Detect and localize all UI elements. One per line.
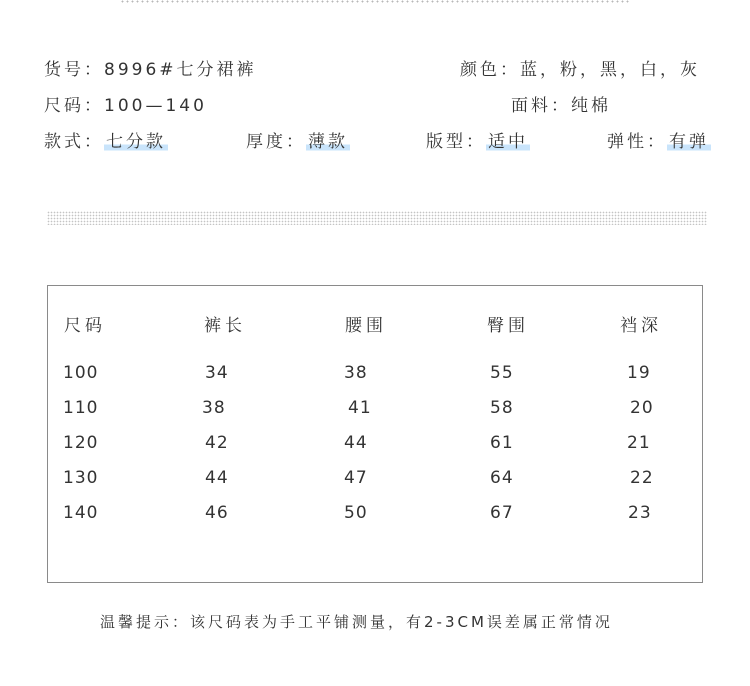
fit-attribute [426,131,530,153]
table-header: 裆深 [620,316,662,336]
table-cell: 120 [63,433,99,453]
table-cell: 38 [344,363,368,383]
color-options: 颜色：蓝，粉，黑，白，灰 [460,60,700,80]
thickness-label: 厚度： [246,132,306,152]
table-cell: 44 [205,468,229,488]
size-range: 尺码：100—140 [44,96,207,116]
size-chart-table [47,285,703,583]
table-cell: 47 [344,468,368,488]
table-cell: 140 [63,503,99,523]
table-header: 裤长 [204,316,246,336]
table-header: 尺码 [64,316,106,336]
dotted-band-divider [47,211,707,225]
thickness-attribute [246,131,350,153]
table-cell: 34 [205,363,229,383]
table-cell: 67 [490,503,514,523]
table-header: 腰围 [345,316,387,336]
elasticity-value: 有弹 [669,132,709,152]
style-attribute [44,131,168,153]
table-cell: 20 [630,398,654,418]
table-cell: 44 [344,433,368,453]
table-cell: 50 [344,503,368,523]
table-cell: 64 [490,468,514,488]
fit-value: 适中 [488,132,528,152]
table-header: 臀围 [487,316,529,336]
elasticity-attribute [607,131,711,153]
table-cell: 41 [348,398,372,418]
table-cell: 100 [63,363,99,383]
table-cell: 130 [63,468,99,488]
table-cell: 46 [205,503,229,523]
style-label: 款式： [44,132,104,152]
measurement-note: 温馨提示：该尺码表为手工平铺测量，有2-3CM误差属正常情况 [100,613,613,631]
table-cell: 42 [205,433,229,453]
fit-label: 版型： [426,132,486,152]
table-cell: 21 [627,433,651,453]
table-cell: 22 [630,468,654,488]
item-number: 货号：8996#七分裙裤 [44,60,257,80]
style-value: 七分款 [106,132,166,152]
elasticity-label: 弹性： [607,132,667,152]
table-cell: 38 [202,398,226,418]
thickness-value: 薄款 [308,132,348,152]
table-cell: 19 [627,363,651,383]
table-cell: 110 [63,398,99,418]
table-cell: 58 [490,398,514,418]
fabric: 面料：纯棉 [511,96,611,116]
table-cell: 55 [490,363,514,383]
table-cell: 23 [628,503,652,523]
top-dotted-divider [120,0,630,3]
table-cell: 61 [490,433,514,453]
